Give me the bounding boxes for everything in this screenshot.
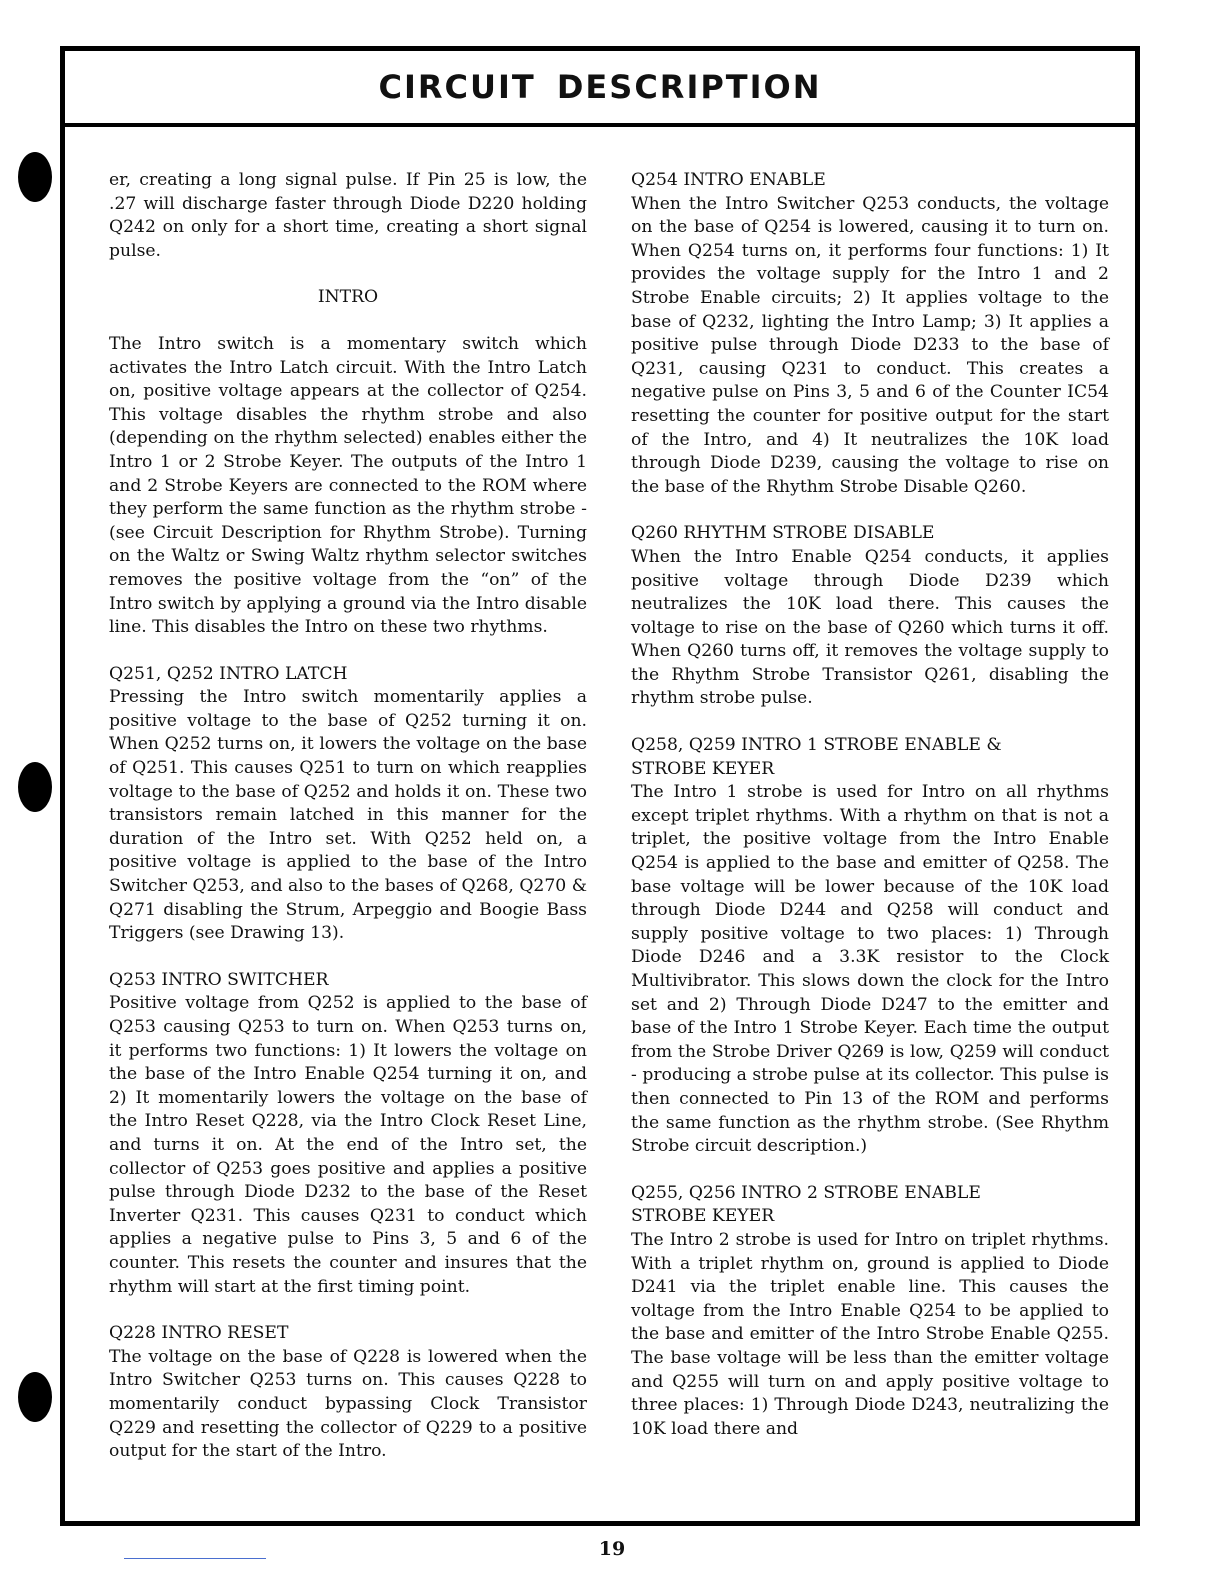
intro-switcher-heading: Q253 INTRO SWITCHER (109, 969, 329, 990)
page-frame (60, 46, 1140, 1526)
intro-reset-paragraph: The voltage on the base of Q228 is lowered when the Intro Switcher Q253 turns on. This causes Q228 to momentarily conduct bypassing Clock Transistor Q229 and resetting the collector of Q229 to a positive output for the start of the Intro. (109, 1346, 587, 1462)
intro-latch-paragraph: Pressing the Intro switch momentarily applies a positive voltage to the base of Q252 turning it on. When Q252 turns on, it lowers the voltage on the base of Q251. This causes Q251 to turn on which reapplies voltage to the base of Q252 and holds it on. These two transistors remain latched in this manner for the duration of the Intro set. With Q252 held on, a positive voltage is applied to the base of the Intro Switcher Q253, and also to the bases of Q268, Q270 & Q271 disabling the Strum, Arpeggio and Boogie Bass Triggers (see Drawing 13). (109, 687, 587, 944)
page-title: CIRCUIT DESCRIPTION (378, 68, 822, 106)
continuation-paragraph: er, creating a long signal pulse. If Pin 25 is low, the .27 will discharge faster through Diode D220 holding Q242 on only for a short time, creating a short signal pulse. (109, 170, 587, 261)
binder-hole-top (18, 152, 52, 202)
intro-reset-heading: Q228 INTRO RESET (109, 1323, 289, 1344)
header-bar (65, 51, 1135, 127)
rhythm-strobe-disable-heading: Q260 RHYTHM STROBE DISABLE (631, 523, 935, 544)
intro1-strobe-paragraph: The Intro 1 strobe is used for Intro on all rhythms except triplet rhythms. With a rhythm on that is not a triplet, the positive voltage from the Intro Enable Q254 is applied to the base and emitter of Q258. The base voltage will be lower because of the 10K load through Diode D244 and Q258 will conduct and supply positive voltage to two places: 1) Through Diode D246 and a 3.3K resistor to the Clock Multivibrator. This slows down the clock for the Intro set and 2) Through Diode D247 to the emitter and base of the Intro 1 Strobe Keyer. Each time the output from the Strobe Driver Q269 is low, Q259 will conduct - producing a strobe pulse at its collector. This pulse is then connected to Pin 13 of the ROM and performs the same function as the rhythm strobe. (See Rhythm Strobe circuit description.) (631, 782, 1109, 1157)
intro-latch-heading: Q251, Q252 INTRO LATCH (109, 663, 348, 684)
footer-rule (124, 1558, 266, 1559)
intro1-strobe-heading-line1: Q258, Q259 INTRO 1 STROBE ENABLE & (631, 735, 1002, 756)
page-number: 19 (598, 1538, 626, 1560)
intro2-strobe-heading-line1: Q255, Q256 INTRO 2 STROBE ENABLE (631, 1182, 981, 1203)
intro-paragraph: The Intro switch is a momentary switch which activates the Intro Latch circuit. With the Intro Latch on, positive voltage appears at the collector of Q254. This voltage disables the rhythm strobe and also (depending on the rhythm selected) enables either the Intro 1 or 2 Strobe Keyer. The outputs of the Intro 1 and 2 Strobe Keyers are connected to the ROM where they perform the same function as the rhythm strobe - (see Circuit Description for Rhythm Strobe). Turning on the Waltz or Swing Waltz rhythm selector switches removes the positive voltage from the “on” of the Intro switch by applying a ground via the Intro disable line. This disables the Intro on these two rhythms. (109, 333, 587, 638)
binder-hole-middle (18, 762, 52, 812)
right-column (631, 169, 1109, 1464)
intro-enable-heading: Q254 INTRO ENABLE (631, 170, 826, 190)
intro2-strobe-paragraph: The Intro 2 strobe is used for Intro on triplet rhythms. With a triplet rhythm on, ground is applied to Diode D241 via the triplet enable line. This causes the voltage from the Intro Enable Q254 to be applied to the base and emitter of the Intro Strobe Enable Q255. The base voltage will be less than the emitter voltage and Q255 will turn on and apply positive voltage to three places: 1) Through Diode D243, neutralizing the 10K load there and (631, 1229, 1109, 1439)
intro2-strobe-heading-line2: STROBE KEYER (631, 1206, 775, 1227)
intro1-strobe-heading-line2: STROBE KEYER (631, 758, 775, 779)
rhythm-strobe-disable-paragraph: When the Intro Enable Q254 conducts, it applies positive voltage through Diode D239 which neutralizes the 10K load there. This causes the voltage to rise on the base of Q260 which turns it off. When Q260 turns off, it removes the voltage supply to the Rhythm Strobe Transistor Q261, disabling the rhythm strobe pulse. (631, 546, 1109, 709)
left-column (109, 169, 587, 1487)
intro-heading: INTRO (317, 287, 379, 308)
intro-enable-paragraph: When the Intro Switcher Q253 conducts, the voltage on the base of Q254 is lowered, causing it to turn on. When Q254 turns on, it performs four functions: 1) It provides the voltage supply for the Intro 1 and 2 Strobe Enable circuits; 2) It applies voltage to the base of Q232, lighting the Intro Lamp; 3) It applies a positive pulse through Diode D233 to the base of Q231, causing Q231 to conduct. This creates a negative pulse on Pins 3, 5 and 6 of the Counter IC54 resetting the counter for positive output for the start of the Intro, and 4) It neutralizes the 10K load through Diode D239, causing the voltage to rise on the base of the Rhythm Strobe Disable Q260. (631, 193, 1109, 497)
binder-hole-bottom (18, 1372, 52, 1422)
intro-switcher-paragraph: Positive voltage from Q252 is applied to the base of Q253 causing Q253 to turn on. When Q253 turns on, it performs two functions: 1) It lowers the voltage on the base of the Intro Enable Q254 turning it on, and 2) It momentarily lowers the voltage on the base of the Intro Reset Q228, via the Intro Clock Reset Line, and turns it on. At the end of the Intro set, the collector of Q253 goes positive and applies a positive pulse through Diode D232 to the base of the Reset Inverter Q231. This causes Q231 to conduct which applies a negative pulse to Pins 3, 5 and 6 of the counter. This resets the counter and insures that the rhythm will start at the first timing point. (109, 993, 587, 1297)
